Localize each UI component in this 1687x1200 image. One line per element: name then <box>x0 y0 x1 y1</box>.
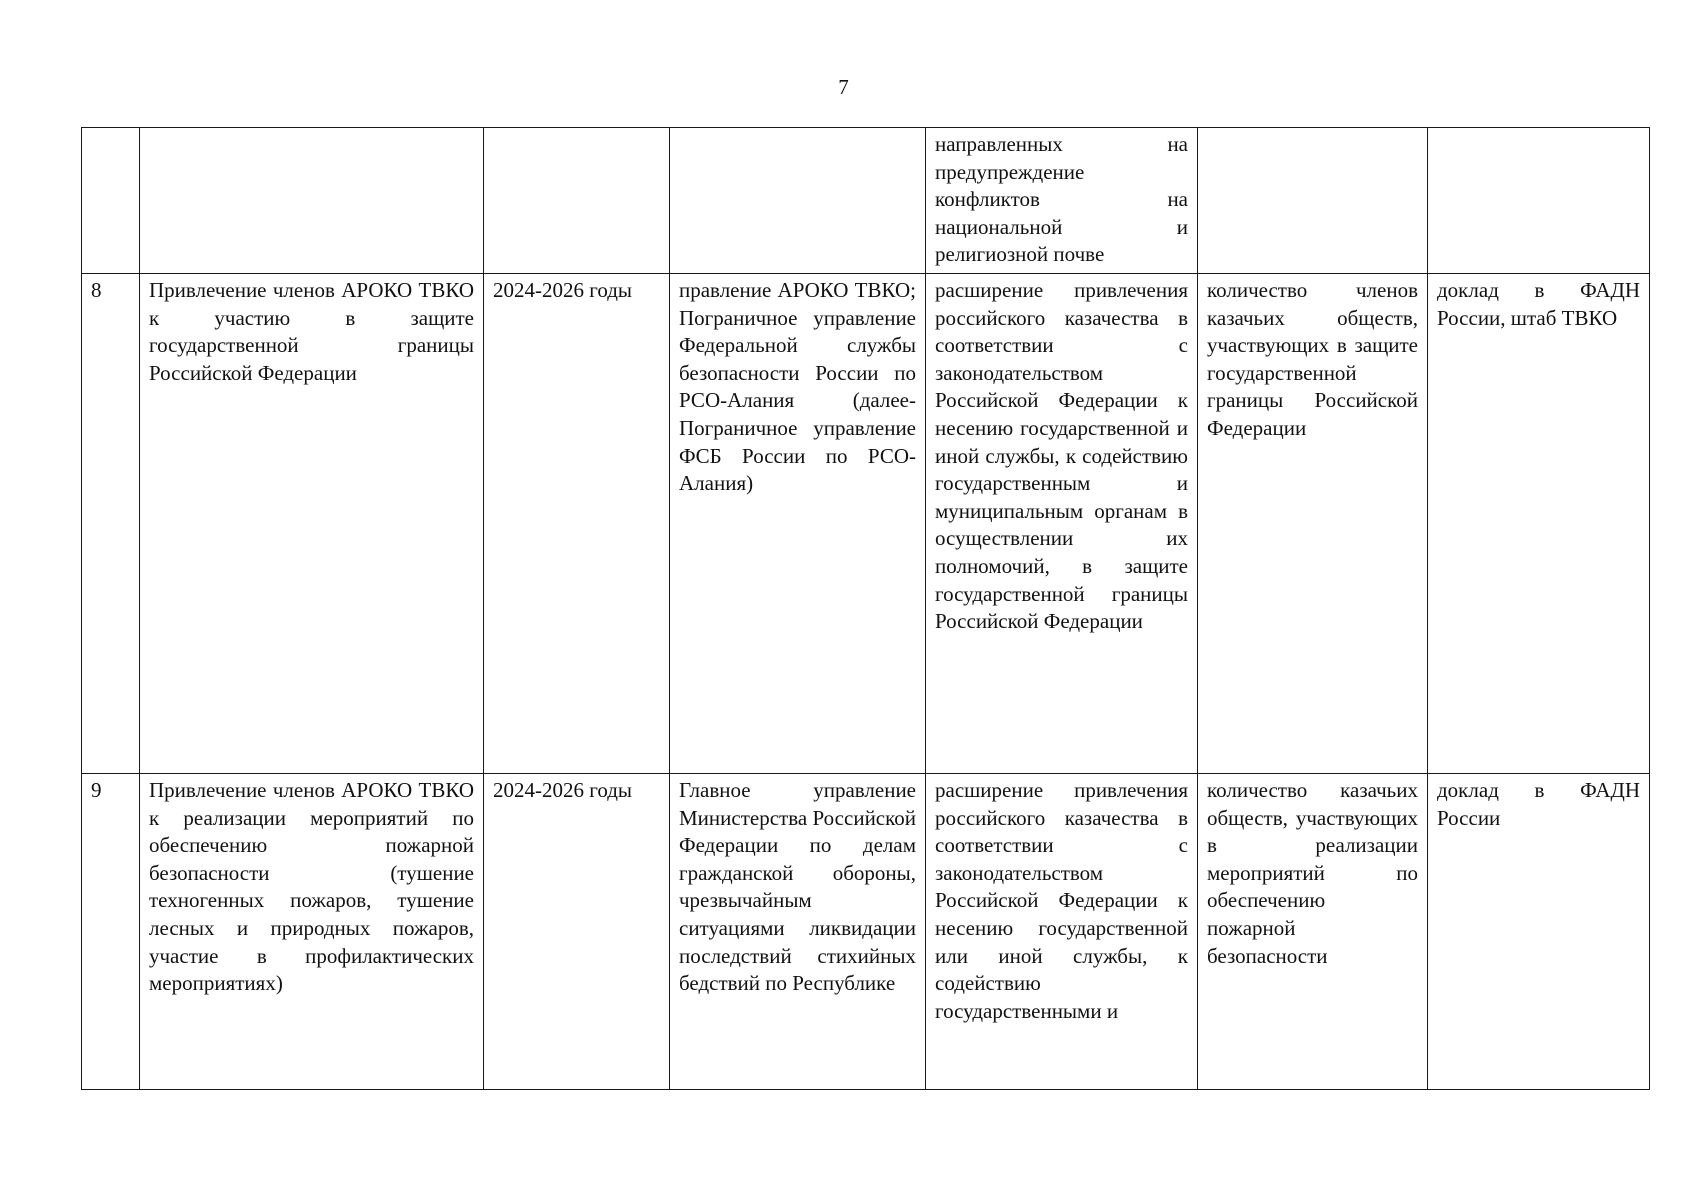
result-word: религиозной почве <box>935 242 1105 267</box>
result-line <box>935 241 1188 269</box>
result-word: на <box>1167 132 1188 156</box>
indicator-cell: количество членов казачьих обществ, участвующих в защите государственной границы Российской Федерации <box>1198 273 1428 773</box>
executors-cell <box>670 128 926 274</box>
report-cell: доклад в ФАДН России <box>1428 773 1650 1089</box>
result-word: на <box>1167 187 1188 212</box>
table-row <box>82 273 1650 773</box>
executors-cell: правление АРОКО ТВКО; Пограничное управление Федеральной службы безопасности России по РСО-Алания (далее-Пограничное управление ФСБ России по РСО-Алания) <box>670 273 926 773</box>
table-row <box>82 128 1650 274</box>
event-cell <box>140 128 484 274</box>
result-cell <box>926 128 1198 274</box>
report-cell: доклад в ФАДН России, штаб ТВКО <box>1428 273 1650 773</box>
result-cell: расширение привлечения российского казачества в соответствии с законодательством Российской Федерации к несению государственной и иной службы, к содействию государственным и муниципальным органам в осуществлении их полномочий, в защите государственной границы Российской Федерации <box>926 273 1198 773</box>
table-row <box>82 773 1650 1089</box>
row-number: 8 <box>82 273 140 773</box>
result-cell: расширение привлечения российского казачества в соответствии с законодательством Российской Федерации к несению государственной или иной службы, к содействию государственными и <box>926 773 1198 1089</box>
event-cell: Привлечение членов АРОКО ТВКО к реализации мероприятий по обеспечению пожарной безопасности (тушение техногенных пожаров, тушение лесных и природных пожаров, участие в профилактических мероприятиях) <box>140 773 484 1089</box>
event-cell: Привлечение членов АРОКО ТВКО к участию в защите государственной границы Российской Федерации <box>140 273 484 773</box>
result-line <box>935 186 1188 214</box>
executors-cell: Главное управление Министерства Российской Федерации по делам гражданской обороны, чрезвычайным ситуациями ликвидации последствий стихийных бедствий по Республике <box>670 773 926 1089</box>
period-cell <box>484 128 670 274</box>
result-word: национальной <box>935 214 1063 239</box>
result-word: и <box>1176 214 1188 239</box>
page-number: 7 <box>838 75 849 99</box>
result-word: предупреждение <box>935 159 1085 184</box>
result-line <box>935 214 1188 242</box>
indicator-cell: количество казачьих обществ, участвующих в реализации мероприятий по обеспечению пожарной безопасности <box>1198 773 1428 1089</box>
indicator-cell <box>1198 128 1428 274</box>
result-word: конфликтов <box>935 187 1040 212</box>
plan-table <box>81 127 1650 1090</box>
row-number: 9 <box>82 773 140 1089</box>
result-line <box>935 131 1188 159</box>
period-cell: 2024-2026 годы <box>484 273 670 773</box>
row-number <box>82 128 140 274</box>
result-word: направленных <box>935 132 1063 156</box>
report-cell <box>1428 128 1650 274</box>
result-line <box>935 159 1188 187</box>
period-cell: 2024-2026 годы <box>484 773 670 1089</box>
